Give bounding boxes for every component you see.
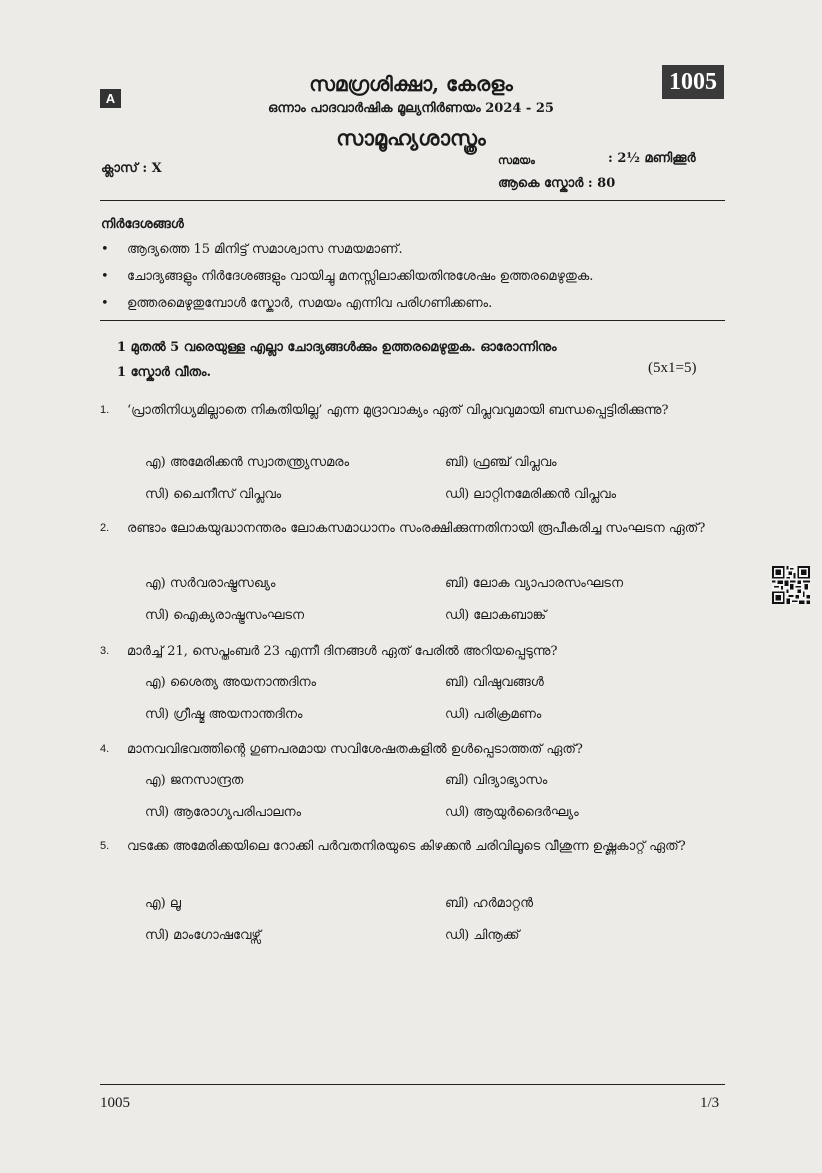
instruction-item: • ചോദ്യങ്ങളും നിർദേശങ്ങളും വായിച്ചു മനസ്സിലാക്കിയതിനുശേഷം ഉത്തരമെഴുതുക. [101, 269, 594, 284]
instruction-text: ചോദ്യങ്ങളും നിർദേശങ്ങളും വായിച്ചു മനസ്സിലാക്കിയതിനുശേഷം ഉത്തരമെഴുതുക. [127, 269, 594, 284]
instruction-item: • ഉത്തരമെഴുതുമ്പോൾ സ്കോർ, സമയം എന്നിവ പരിഗണിക്കണം. [101, 296, 493, 311]
instructions-divider [100, 320, 725, 321]
option-b: ബി) ലോക വ്യാപാരസംഘടന [445, 576, 624, 591]
time-label: സമയം [498, 154, 535, 167]
question-number: 3. [100, 645, 110, 657]
option-a: എ) സർവരാഷ്ട്രസഖ്യം [145, 576, 276, 591]
option-b: ബി) ഫ്രഞ്ച് വിപ്ലവം [445, 455, 557, 470]
option-b: ബി) വിദ്യാഭ്യാസം [445, 773, 548, 788]
option-a: എ) ലൂ [145, 896, 181, 911]
question-number: 5. [100, 840, 110, 852]
instruction-text: ആദ്യത്തെ 15 മിനിട്ട് സമാശ്വാസ സമയമാണ്. [127, 242, 403, 257]
instruction-text: ഉത്തരമെഴുതുമ്പോൾ സ്കോർ, സമയം എന്നിവ പരിഗണിക്കണം. [127, 296, 493, 311]
question-text: രണ്ടാം ലോകയുദ്ധാനന്തരം ലോകസമാധാനം സംരക്ഷിക്കുന്നതിനായി രൂപീകരിച്ച സംഘടന ഏത്? [127, 521, 706, 536]
option-d: ഡി) ലോകബാങ്ക് [445, 608, 547, 623]
page-number: 1/3 [700, 1095, 720, 1111]
option-a: എ) അമേരിക്കൻ സ്വാതന്ത്ര്യസമരം [145, 455, 350, 470]
option-b: ബി) വിഷുവങ്ങൾ [445, 675, 544, 690]
section-instruction-line2: 1 സ്കോർ വീതം. [117, 365, 212, 380]
instruction-item: • ആദ്യത്തെ 15 മിനിട്ട് സമാശ്വാസ സമയമാണ്. [101, 242, 403, 257]
time-value: : 2½ മണിക്കൂർ [608, 151, 696, 166]
instructions-title: നിർദേശങ്ങൾ [101, 217, 184, 232]
option-c: സി) ആരോഗ്യപരിപാലനം [145, 805, 302, 820]
question-text: ‘പ്രാതിനിധ്യമില്ലാതെ നികുതിയില്ല’ എന്ന മുദ്രാവാക്യം ഏത് വിപ്ലവവുമായി ബന്ധപ്പെട്ടിരിക്കുന്നു? [127, 403, 669, 418]
question-text: വടക്കേ അമേരിക്കയിലെ റോക്കി പർവതനിരയുടെ കിഴക്കൻ ചരിവിലൂടെ വീശുന്ന ഉഷ്ണകാറ്റ് ഏത്? [127, 839, 686, 854]
paper-code-badge: 1005 [662, 65, 724, 99]
section-marks: (5x1=5) [648, 360, 697, 376]
option-c: സി) ഗ്രീഷ്മ അയനാന്തദിനം [145, 707, 303, 722]
option-d: ഡി) ചിനൂക്ക് [445, 928, 520, 943]
exam-title: ഒന്നാം പാദവാർഷിക മൂല്യനിർണയം 2024 - 25 [268, 101, 554, 116]
footer-divider [100, 1084, 725, 1085]
option-c: സി) ഐക്യരാഷ്ട്രസംഘടന [145, 608, 305, 623]
question-text: മാർച്ച് 21, സെപ്തംബർ 23 എന്നീ ദിനങ്ങൾ ഏത് പേരിൽ അറിയപ്പെടുന്നു? [127, 644, 558, 659]
header-divider [100, 200, 725, 201]
option-b: ബി) ഹർമാറ്റൻ [445, 896, 533, 911]
option-d: ഡി) ആയുർദൈർഘ്യം [445, 805, 579, 820]
option-a: എ) ശൈത്യ അയനാന്തദിനം [145, 675, 317, 690]
question-text: മാനവവിഭവത്തിന്റെ ഗുണപരമായ സവിശേഷതകളിൽ ഉൾപ്പെടാത്തത് ഏത്? [127, 742, 583, 757]
option-d: ഡി) ലാറ്റിനമേരിക്കൻ വിപ്ലവം [445, 487, 617, 502]
section-instruction-line1: 1 മുതൽ 5 വരെയുള്ള എല്ലാ ചോദ്യങ്ങൾക്കും ഉത്തരമെഴുതുക. ഓരോന്നിനും [117, 340, 557, 355]
question-set-badge: A [100, 89, 121, 108]
total-score-label: ആകെ സ്കോർ : 80 [498, 176, 616, 191]
option-a: എ) ജനസാന്ദ്രത [145, 773, 244, 788]
question-number: 1. [100, 404, 110, 416]
organization-title: സമഗ്രശിക്ഷാ, കേരളം [309, 72, 513, 96]
question-number: 2. [100, 522, 110, 534]
option-c: സി) ചൈനീസ് വിപ്ലവം [145, 487, 282, 502]
option-c: സി) മാംഗോഷവേഴ്സ് [145, 928, 261, 943]
option-d: ഡി) പരിക്രമണം [445, 707, 542, 722]
subject-title: സാമൂഹ്യശാസ്ത്രം [336, 125, 486, 150]
question-number: 4. [100, 743, 110, 755]
footer-paper-code: 1005 [100, 1095, 130, 1111]
class-label: ക്ലാസ് : X [101, 161, 162, 176]
qr-code-icon [772, 566, 810, 604]
